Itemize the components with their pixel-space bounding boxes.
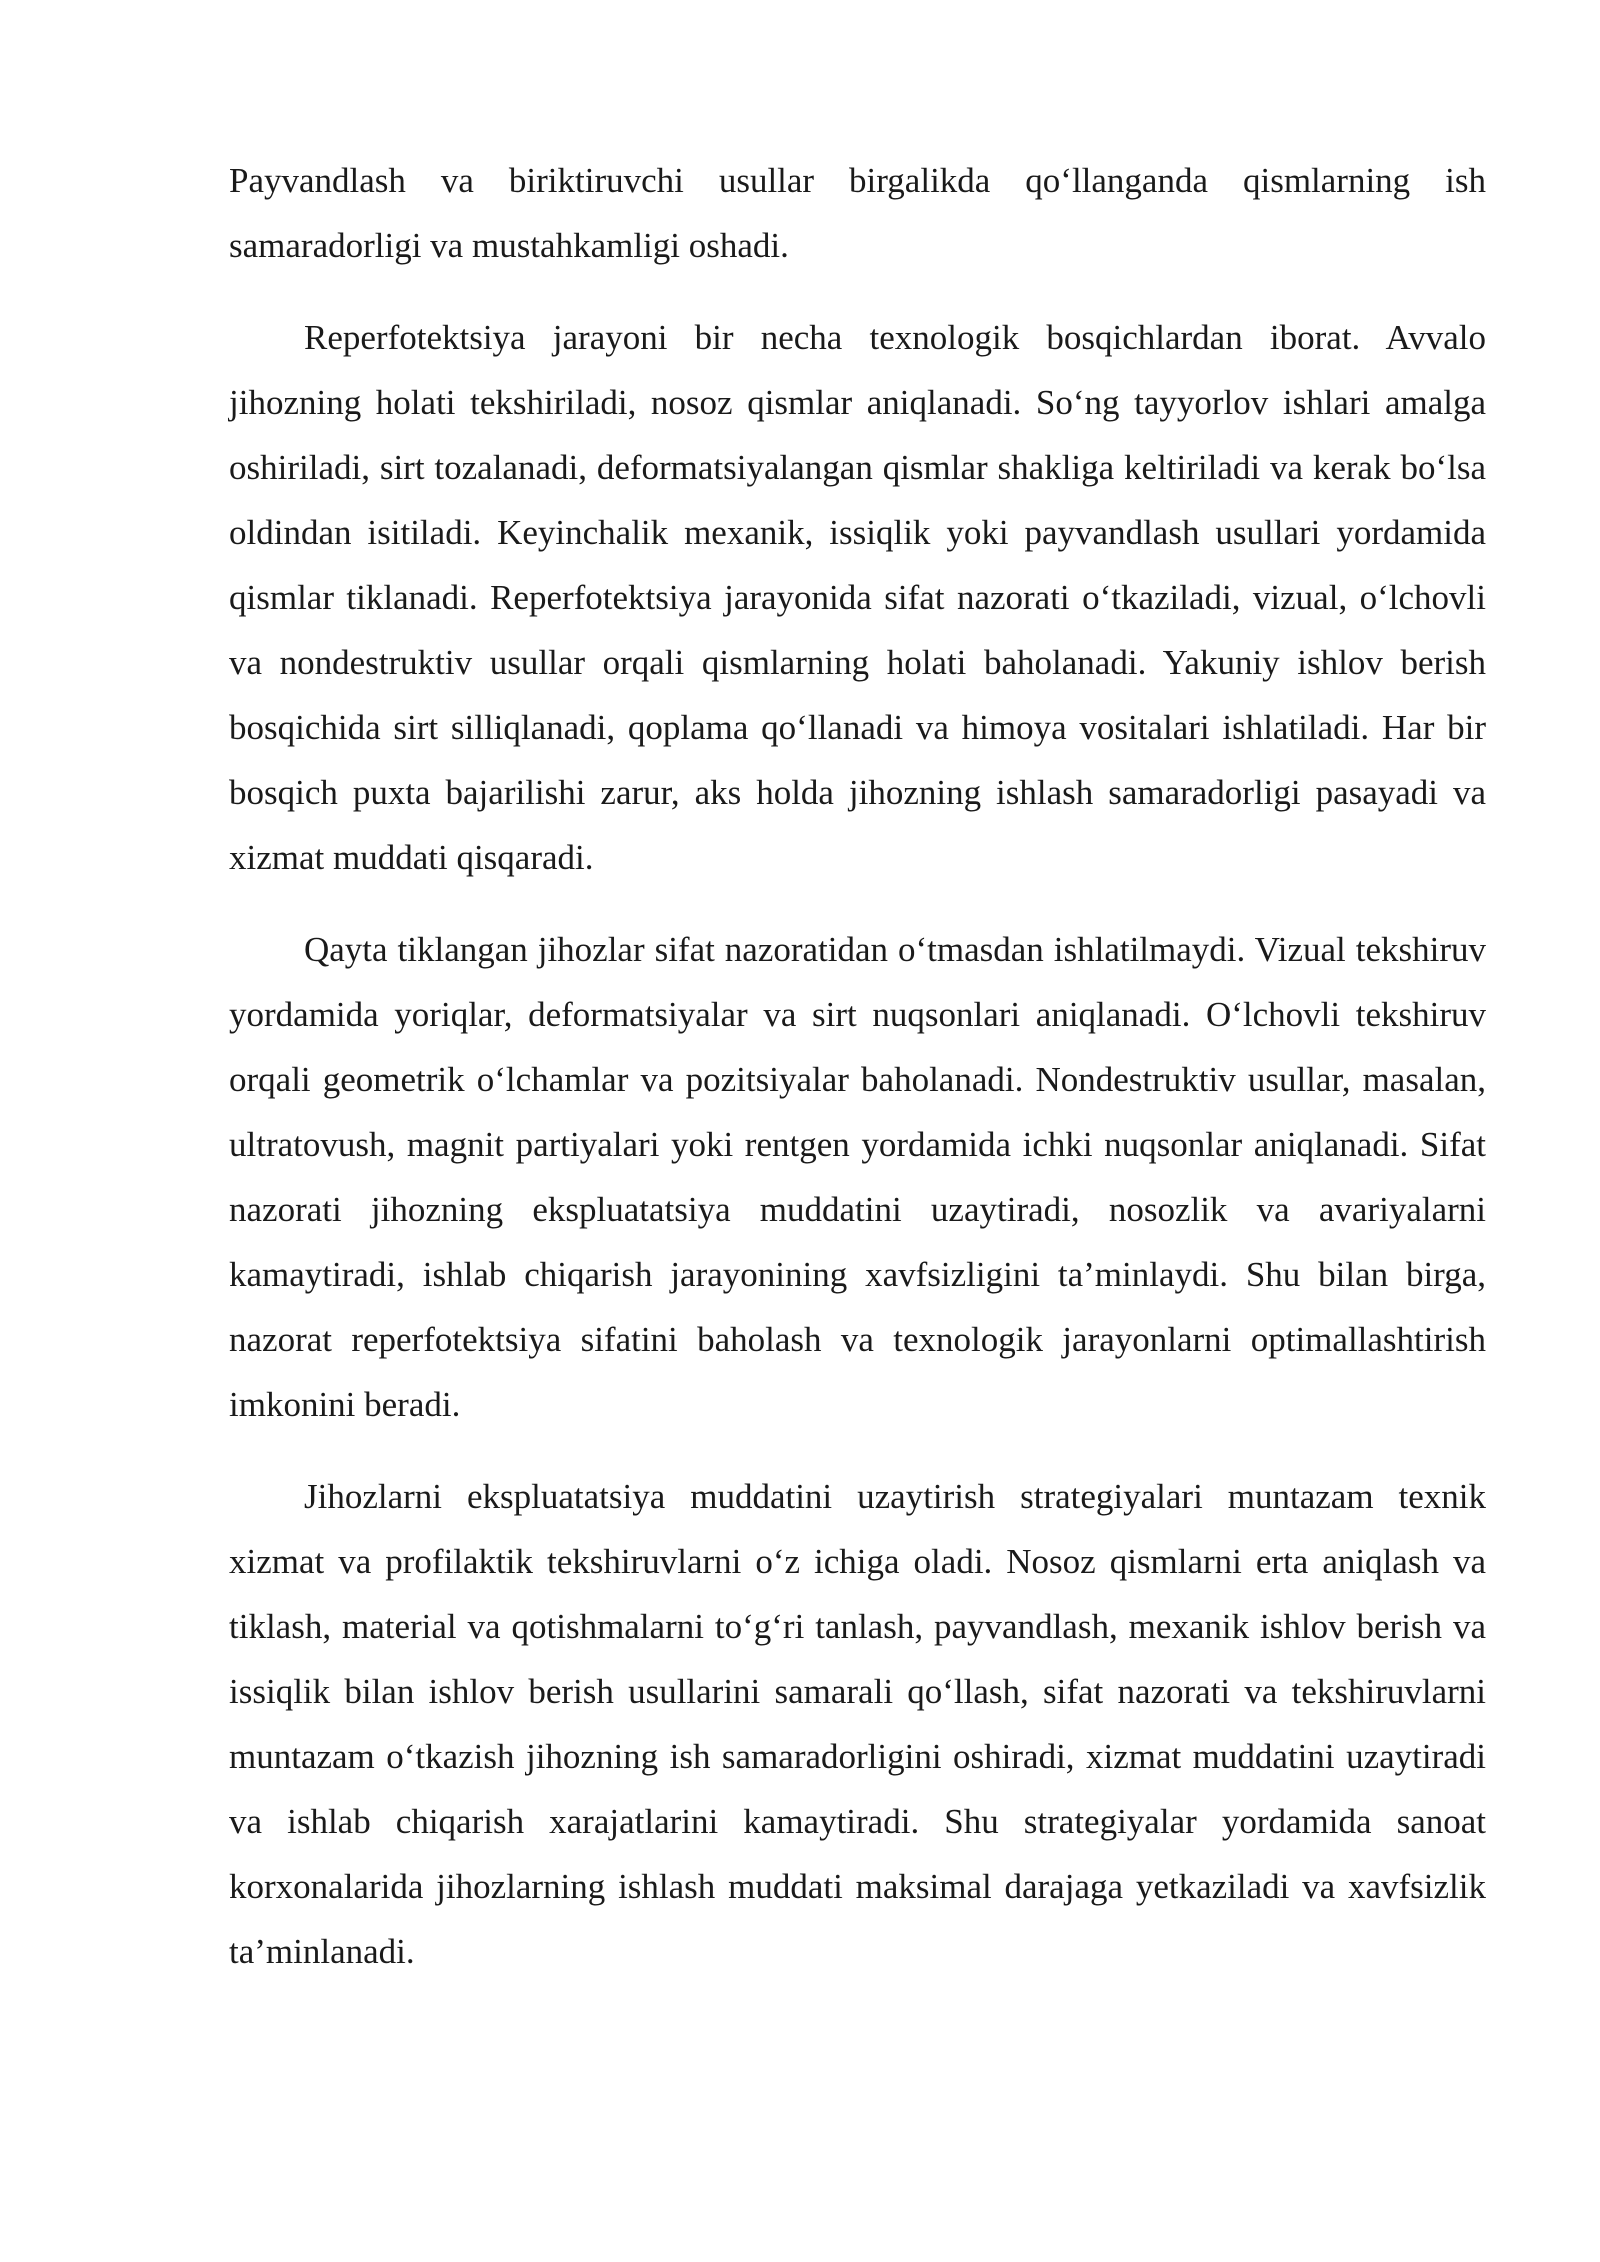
paragraph-3: Qayta tiklangan jihozlar sifat nazoratidan o‘tmasdan ishlatilmaydi. Vizual tekshiruv yordamida yoriqlar, deformatsiyalar va sirt nuqsonlari aniqlanadi. O‘lchovli tekshiruv orqali geometrik o‘lchamlar va pozitsiyalar baholanadi. Nondestruktiv usullar, masalan, ultratovush, magnit partiyalari yoki rentgen yordamida ichki nuqsonlar aniqlanadi. Sifat nazorati jihozning ekspluatatsiya muddatini uzaytiradi, nosozlik va avariyalarni kamaytiradi, ishlab chiqarish jarayonining xavfsizligini ta’minlaydi. Shu bilan birga, nazorat reperfotektsiya sifatini baholash va texnologik jarayonlarni optimallashtirish imkonini beradi.: [229, 930, 1486, 1424]
document-body: [229, 148, 1486, 2011]
paragraph-4: Jihozlarni ekspluatatsiya muddatini uzaytirish strategiyalari muntazam texnik xizmat va profilaktik tekshiruvlarni o‘z ichiga oladi. Nosoz qismlarni erta aniqlash va tiklash, material va qotishmalarni to‘g‘ri tanlash, payvandlash, mexanik ishlov berish va issiqlik bilan ishlov berish usullarini samarali qo‘llash, sifat nazorati va tekshiruvlarni muntazam o‘tkazish jihozning ish samaradorligini oshiradi, xizmat muddatini uzaytiradi va ishlab chiqarish xarajatlarini kamaytiradi. Shu strategiyalar yordamida sanoat korxonalarida jihozlarning ishlash muddati maksimal darajaga yetkaziladi va xavfsizlik ta’minlanadi.: [229, 1477, 1486, 1971]
paragraph-2: Reperfotektsiya jarayoni bir necha texnologik bosqichlardan iborat. Avvalo jihozning holati tekshiriladi, nosoz qismlar aniqlanadi. So‘ng tayyorlov ishlari amalga oshiriladi, sirt tozalanadi, deformatsiyalangan qismlar shakliga keltiriladi va kerak bo‘lsa oldindan isitiladi. Keyinchalik mexanik, issiqlik yoki payvandlash usullari yordamida qismlar tiklanadi. Reperfotektsiya jarayonida sifat nazorati o‘tkaziladi, vizual, o‘lchovli va nondestruktiv usullar orqali qismlarning holati baholanadi. Yakuniy ishlov berish bosqichida sirt silliqlanadi, qoplama qo‘llanadi va himoya vositalari ishlatiladi. Har bir bosqich puxta bajarilishi zarur, aks holda jihozning ishlash samaradorligi pasayadi va xizmat muddati qisqaradi.: [229, 318, 1486, 877]
paragraph-1: Payvandlash va biriktiruvchi usullar birgalikda qo‘llanganda qismlarning ish samaradorligi va mustahkamligi oshadi.: [229, 161, 1486, 265]
